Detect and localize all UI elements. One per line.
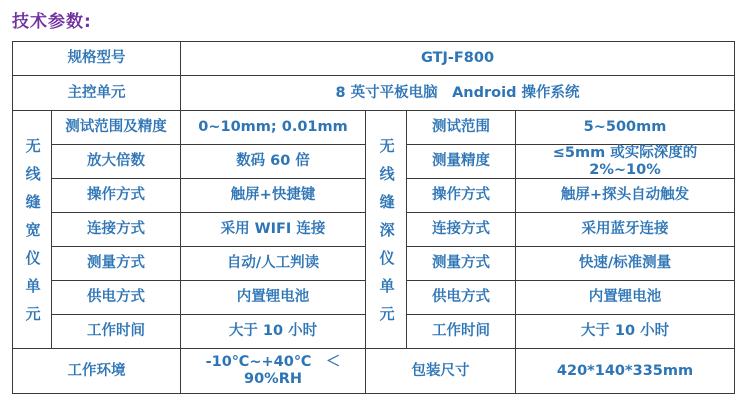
right-spec-label-test-range: 测试范围	[407, 111, 515, 144]
left-spec-value-operation-mode: 触屏+快捷键	[181, 179, 365, 212]
spec-label-working-environment: 工作环境	[13, 349, 180, 393]
tech-specs-table	[12, 41, 735, 394]
left-spec-value-working-time: 大于 10 小时	[181, 315, 365, 348]
left-spec-label-measurement-mode: 测量方式	[52, 247, 180, 280]
right-spec-label-power-supply: 供电方式	[407, 281, 515, 314]
spec-value-model: GTJ-F800	[181, 42, 734, 75]
right-spec-label-measurement-accuracy: 测量精度	[407, 145, 515, 178]
right-spec-value-working-time: 大于 10 小时	[516, 315, 734, 348]
spec-value-working-environment: -10℃~+40℃ ＜90%RH	[181, 349, 365, 393]
right-spec-value-test-range: 5~500mm	[516, 111, 734, 144]
page-title: 技术参数:	[12, 12, 92, 32]
spec-label-model: 规格型号	[13, 42, 180, 75]
spec-value-package-size: 420*140*335mm	[516, 349, 734, 393]
unit-header-seam-width-label: 无线缝宽仪单元	[23, 138, 42, 334]
spec-value-main-control-unit: 8 英寸平板电脑 Android 操作系统	[181, 76, 734, 110]
right-spec-label-operation-mode: 操作方式	[407, 179, 515, 212]
right-spec-value-measurement-accuracy: ≤5mm 或实际深度的 2%~10%	[516, 145, 734, 178]
right-spec-label-working-time: 工作时间	[407, 315, 515, 348]
left-spec-label-power-supply: 供电方式	[52, 281, 180, 314]
left-spec-value-measurement-mode: 自动/人工判读	[181, 247, 365, 280]
spec-label-package-size: 包装尺寸	[366, 349, 515, 393]
right-spec-label-measurement-mode: 测量方式	[407, 247, 515, 280]
unit-header-seam-depth	[366, 111, 406, 348]
right-spec-label-connection-mode: 连接方式	[407, 213, 515, 246]
left-spec-label-operation-mode: 操作方式	[52, 179, 180, 212]
left-spec-label-magnification: 放大倍数	[52, 145, 180, 178]
left-spec-value-connection-mode: 采用 WIFI 连接	[181, 213, 365, 246]
right-spec-value-measurement-mode: 快速/标准测量	[516, 247, 734, 280]
unit-header-seam-width	[13, 111, 51, 348]
left-spec-value-power-supply: 内置锂电池	[181, 281, 365, 314]
left-spec-label-working-time: 工作时间	[52, 315, 180, 348]
spec-label-main-control-unit: 主控单元	[13, 76, 180, 110]
left-spec-label-connection-mode: 连接方式	[52, 213, 180, 246]
left-spec-label-test-range-accuracy: 测试范围及精度	[52, 111, 180, 144]
right-spec-value-power-supply: 内置锂电池	[516, 281, 734, 314]
right-spec-value-connection-mode: 采用蓝牙连接	[516, 213, 734, 246]
unit-header-seam-depth-label: 无线缝深仪单元	[377, 138, 396, 334]
left-spec-value-magnification: 数码 60 倍	[181, 145, 365, 178]
left-spec-value-test-range-accuracy: 0~10mm; 0.01mm	[181, 111, 365, 144]
right-spec-value-operation-mode: 触屏+探头自动触发	[516, 179, 734, 212]
